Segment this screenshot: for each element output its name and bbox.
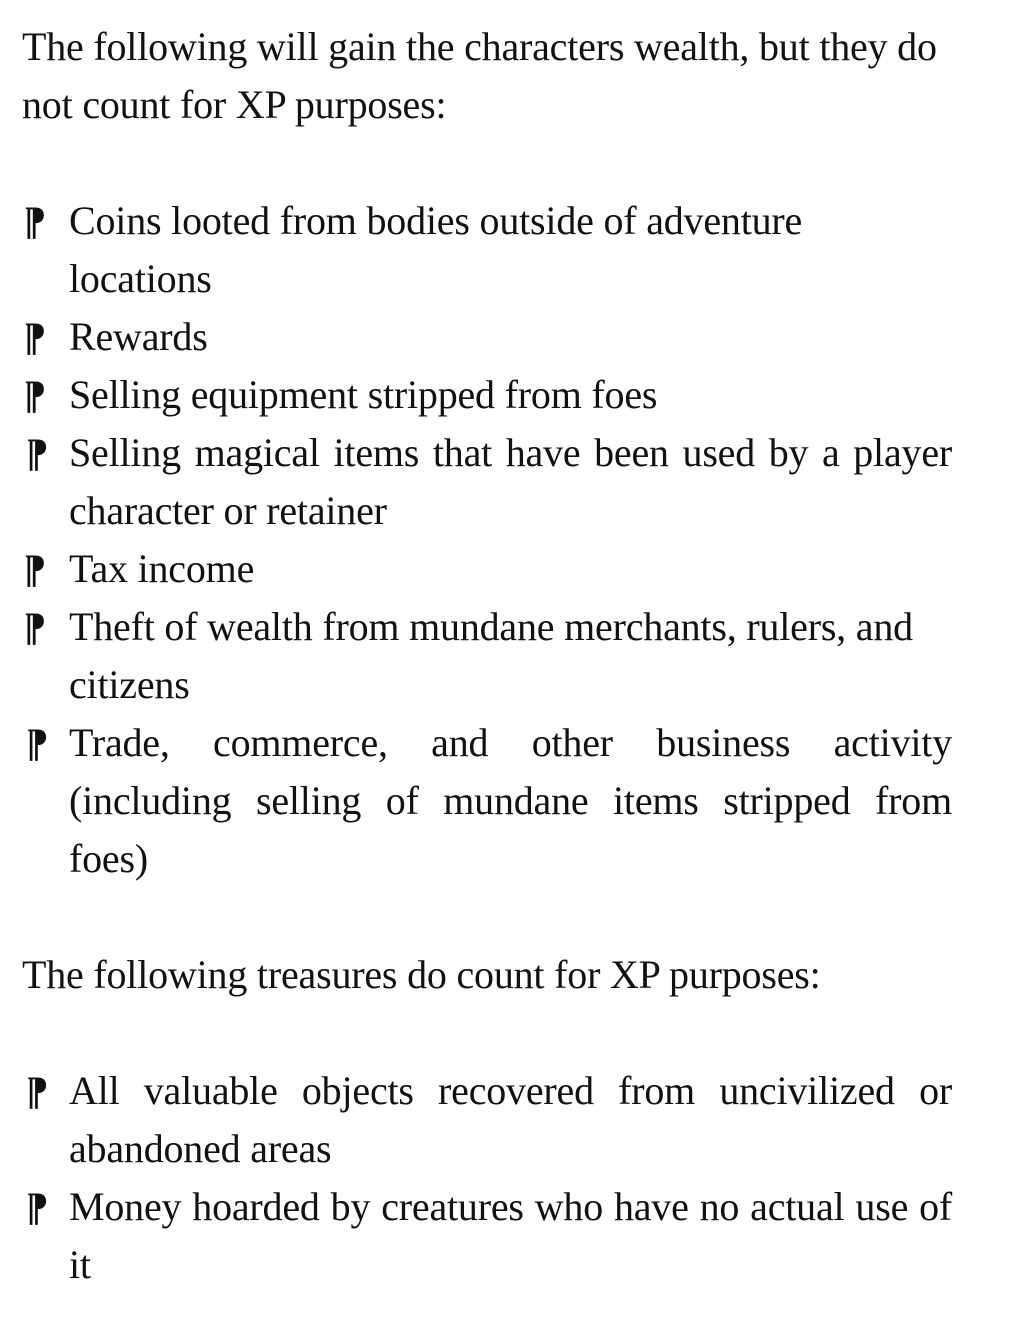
document-page [22, 18, 952, 1294]
list-item-text: All valuable objects recovered from uncivilized or abandoned areas [69, 1068, 952, 1171]
list-item-text: Coins looted from bodies outside of adventure locations [69, 198, 803, 301]
xp-list [22, 1062, 952, 1294]
pilcrow-icon: ¶ [26, 1184, 48, 1229]
list-item-text: Trade, commerce, and other business activity (including selling of mundane items stripped from foes) [69, 720, 952, 881]
list-item [22, 598, 952, 714]
pilcrow-icon: ¶ [26, 720, 48, 765]
pilcrow-icon: ¶ [24, 314, 46, 359]
xp-intro-paragraph: The following treasures do count for XP purposes: [22, 952, 821, 997]
list-item-text: Rewards [69, 314, 208, 359]
pilcrow-icon: ¶ [24, 372, 46, 417]
pilcrow-icon: ¶ [26, 430, 48, 475]
intro-paragraph: The following will gain the characters wealth, but they do not count for XP purposes: [22, 24, 937, 127]
list-item [22, 1178, 952, 1294]
pilcrow-icon: ¶ [24, 198, 46, 243]
pilcrow-icon: ¶ [26, 1068, 48, 1113]
list-item-text: Tax income [69, 546, 255, 591]
pilcrow-icon: ¶ [24, 604, 46, 649]
non-xp-list [22, 192, 952, 888]
list-item-text: Theft of wealth from mundane merchants, rulers, and citizens [69, 604, 913, 707]
list-item [22, 308, 952, 366]
pilcrow-icon: ¶ [24, 546, 46, 591]
list-item [22, 540, 952, 598]
list-item [22, 366, 952, 424]
list-item-text: Money hoarded by creatures who have no actual use of it [69, 1184, 952, 1287]
list-item [22, 192, 952, 308]
list-item-text: Selling equipment stripped from foes [69, 372, 658, 417]
list-item [22, 1062, 952, 1178]
list-item [22, 424, 952, 540]
list-item-text: Selling magical items that have been used by a player character or retainer [69, 430, 952, 533]
list-item [22, 714, 952, 888]
